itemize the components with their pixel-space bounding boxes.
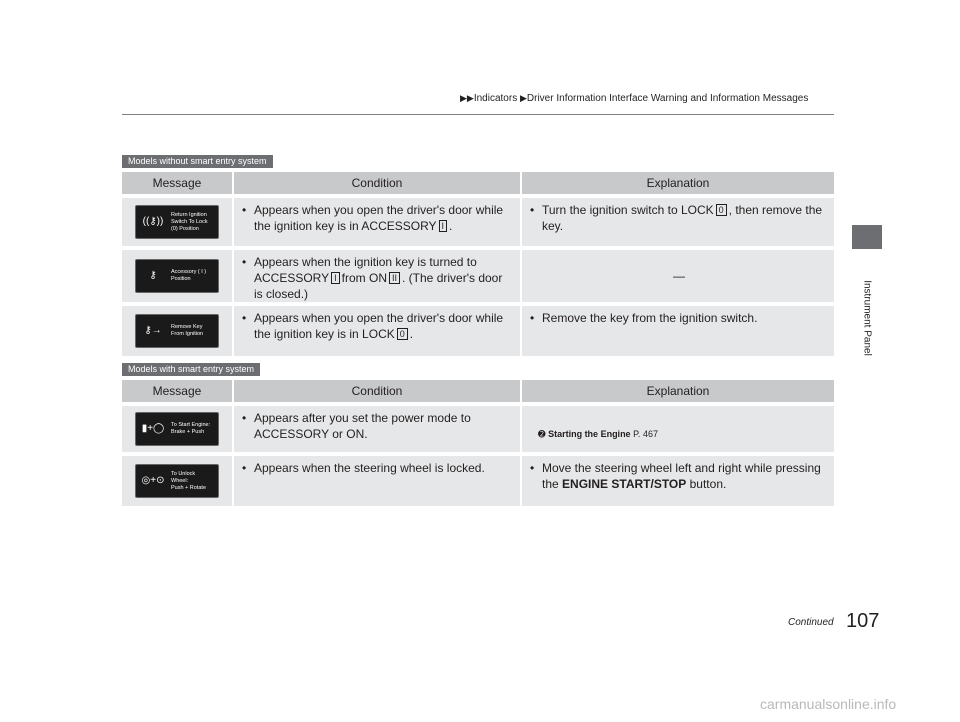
key-position-symbol: 0	[716, 204, 727, 216]
condition-cell: • Appears when the steering wheel is locked.	[234, 452, 522, 506]
explanation-text: Move the steering wheel left and right while pressing the	[542, 461, 821, 491]
message-display-cell	[122, 302, 234, 356]
condition-text: Appears when you open the driver's door while the ignition key is in ACCESSORY	[254, 203, 504, 233]
condition-text: Appears when the ignition key is turned to ACCESSORY	[254, 255, 477, 285]
condition-cell: • Appears when you open the driver's door while the ignition key is in LOCK 0 .	[234, 302, 522, 356]
brake-push-icon: ▮+◯	[141, 423, 165, 434]
reference-page: P. 467	[633, 429, 658, 439]
steering-unlock-icon: ◎+⊙	[141, 475, 165, 486]
key-position-symbol: I	[331, 272, 340, 284]
table-row	[122, 246, 834, 302]
explanation-cell: • Move the steering wheel left and right while pressing the ENGINE START/STOP button.	[522, 452, 834, 506]
column-header-message: Message	[122, 172, 234, 194]
column-header-condition: Condition	[234, 172, 522, 194]
message-display-cell	[122, 452, 234, 506]
condition-text: . (The driver's door is closed.)	[254, 271, 503, 301]
section-label-with-smart-entry: Models with smart entry system	[122, 363, 260, 376]
section-label-without-smart-entry: Models without smart entry system	[122, 155, 273, 168]
explanation-bold-text: ENGINE START/STOP	[562, 477, 687, 491]
column-header-explanation: Explanation	[522, 380, 834, 402]
breadcrumb-arrow-icon: ▶	[519, 93, 527, 103]
message-screen	[135, 412, 219, 446]
message-screen	[135, 205, 219, 239]
message-display-cell	[122, 246, 234, 302]
key-warning-icon: ((⚷))	[142, 216, 164, 227]
page-reference[interactable]	[530, 410, 828, 442]
explanation-text-tail: button.	[689, 477, 727, 491]
breadcrumb-current: Driver Information Interface Warning and Information Messages	[526, 93, 809, 104]
message-screen	[135, 314, 219, 348]
message-display-cell	[122, 194, 234, 246]
page-number: 107	[846, 610, 880, 632]
column-header-message: Message	[122, 380, 234, 402]
reference-arrow-icon: ➋	[538, 429, 546, 439]
watermark: carmanualsonline.info	[760, 696, 897, 712]
table-row	[122, 402, 834, 452]
condition-text: from ON	[341, 271, 387, 285]
message-screen-text: To Unlock Wheel: Push + Rotate	[171, 470, 207, 491]
explanation-text: Turn the ignition switch to LOCK	[542, 203, 714, 217]
breadcrumb-link-indicators[interactable]: Indicators	[473, 93, 518, 104]
explanation-cell: • Remove the key from the ignition switch.	[522, 302, 834, 356]
chapter-tab[interactable]	[852, 225, 882, 249]
message-screen-text: To Start Engine: Brake + Push	[171, 422, 211, 435]
header-divider	[122, 114, 834, 115]
breadcrumb	[460, 93, 808, 104]
explanation-cell: • Turn the ignition switch to LOCK 0 , then remove the key.	[522, 194, 834, 246]
explanation-text: Remove the key from the ignition switch.	[542, 311, 758, 325]
condition-text: Appears when the steering wheel is locked.	[254, 461, 485, 475]
key-position-symbol: I	[439, 220, 448, 232]
table-row	[122, 452, 834, 506]
continued-label: Continued	[788, 617, 834, 628]
condition-text: Appears when you open the driver's door while the ignition key is in LOCK	[254, 311, 504, 341]
key-position-symbol: 0	[397, 328, 408, 340]
key-icon: ⚷	[149, 270, 157, 281]
column-header-condition: Condition	[234, 380, 522, 402]
table-row	[122, 194, 834, 246]
message-screen	[135, 259, 219, 293]
messages-table-with-smart-entry	[122, 380, 834, 506]
chapter-label: Instrument Panel	[861, 280, 873, 356]
explanation-cell	[522, 402, 834, 452]
key-position-symbol: II	[389, 272, 400, 284]
breadcrumb-arrow-icon: ▶▶	[460, 93, 474, 103]
column-header-explanation: Explanation	[522, 172, 834, 194]
message-display-cell	[122, 402, 234, 452]
condition-text: Appears after you set the power mode to ACCESSORY or ON.	[254, 411, 471, 441]
message-screen-text: Remove Key From Ignition	[171, 324, 204, 337]
message-screen-text: Accessory ( I ) Position	[171, 269, 207, 282]
messages-table-without-smart-entry	[122, 172, 834, 356]
explanation-text: —	[673, 269, 685, 283]
condition-cell: • Appears when you open the driver's door while the ignition key is in ACCESSORY I .	[234, 194, 522, 246]
message-screen-text: Return Ignition Switch To Lock (0) Position	[171, 211, 208, 232]
explanation-text-tail: , then remove the key.	[542, 203, 823, 233]
table-row	[122, 302, 834, 356]
reference-title: Starting the Engine	[548, 429, 631, 439]
condition-cell: • Appears when the ignition key is turned to ACCESSORY I from ON II . (The driver's door is closed.)	[234, 246, 522, 302]
remove-key-icon: ⚷→	[144, 325, 162, 336]
message-screen	[135, 464, 219, 498]
condition-cell: • Appears after you set the power mode to ACCESSORY or ON.	[234, 402, 522, 452]
explanation-cell	[522, 246, 834, 302]
